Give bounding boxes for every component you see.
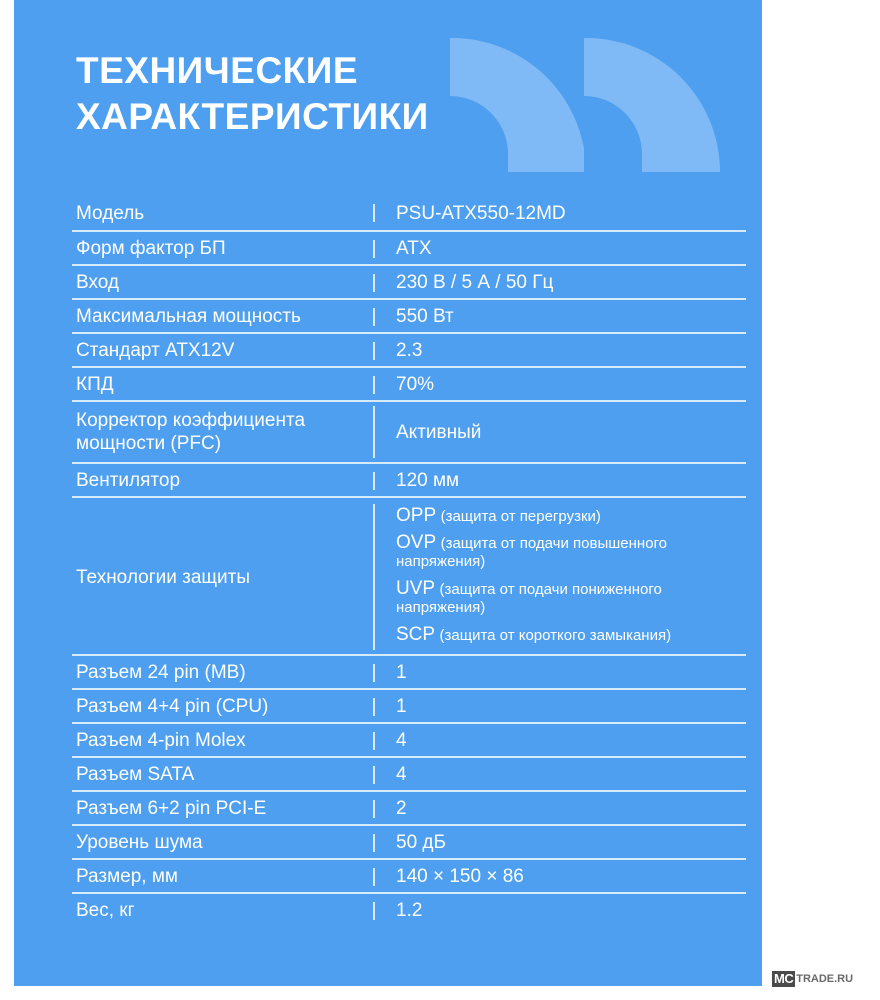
protection-item — [396, 506, 746, 526]
logo-mc: MC — [774, 971, 794, 986]
spec-value: 140 × 150 × 86 — [396, 865, 524, 887]
spec-value: 230 В / 5 А / 50 Гц — [396, 271, 554, 293]
protection-list — [396, 500, 746, 654]
spec-value: 4 — [396, 763, 407, 785]
spec-label: Разъем 4-pin Molex — [76, 729, 246, 751]
spec-row — [14, 266, 762, 298]
mctrade-logo — [772, 968, 876, 990]
spec-value: ATX — [396, 237, 432, 259]
spec-label: Максимальная мощность — [76, 305, 301, 327]
spec-row — [14, 826, 762, 858]
spec-row — [14, 860, 762, 892]
spec-divider — [373, 902, 375, 920]
spec-value: 2 — [396, 797, 407, 819]
spec-divider — [373, 274, 375, 292]
page-title-line-1: ТЕХНИЧЕСКИЕ — [76, 50, 359, 91]
spec-row — [14, 368, 762, 400]
spec-panel — [14, 0, 762, 986]
spec-label: Корректор коэффициента мощности (PFC) — [76, 410, 306, 454]
spec-divider — [373, 766, 375, 784]
spec-label: Уровень шума — [76, 831, 203, 853]
spec-divider — [373, 504, 375, 650]
spec-value: 1 — [396, 695, 407, 717]
spec-label: Модель — [76, 202, 145, 224]
spec-value: 50 дБ — [396, 831, 446, 853]
spec-row — [14, 402, 762, 462]
spec-divider — [373, 868, 375, 886]
spec-divider — [373, 800, 375, 818]
spec-value: 1 — [396, 661, 407, 683]
spec-value: 550 Вт — [396, 305, 454, 327]
page-title-line-2: ХАРАКТЕРИСТИКИ — [76, 96, 429, 137]
spec-row — [14, 656, 762, 688]
protection-desc: (защита от подачи повышенного напряжения) — [396, 535, 668, 570]
spec-row — [14, 232, 762, 264]
spec-value: PSU-ATX550-12MD — [396, 202, 566, 224]
protection-code: SCP — [396, 624, 436, 645]
spec-row — [14, 334, 762, 366]
spec-divider — [373, 376, 375, 394]
spec-label: Технологии защиты — [76, 566, 251, 588]
spec-row — [14, 724, 762, 756]
spec-label: Разъем 4+4 pin (CPU) — [76, 695, 269, 717]
spec-value: 2.3 — [396, 339, 423, 361]
spec-row — [14, 758, 762, 790]
spec-label: Форм фактор БП — [76, 237, 226, 259]
spec-row — [14, 690, 762, 722]
spec-divider — [373, 240, 375, 258]
spec-divider — [373, 308, 375, 326]
spec-divider — [373, 204, 375, 222]
spec-divider — [373, 664, 375, 682]
spec-value: 1.2 — [396, 899, 423, 921]
spec-table — [14, 0, 762, 986]
spec-label: Стандарт ATX12V — [76, 339, 235, 361]
row-rule — [72, 496, 746, 498]
spec-row — [14, 792, 762, 824]
spec-label: Вес, кг — [76, 899, 135, 921]
spec-label: Разъем 6+2 pin PCI-E — [76, 797, 267, 819]
spec-value: Активный — [396, 421, 482, 443]
spec-divider — [373, 732, 375, 750]
spec-row — [14, 500, 762, 654]
spec-divider — [373, 834, 375, 852]
spec-label: Вентилятор — [76, 469, 181, 491]
spec-label: Разъем 24 pin (MB) — [76, 661, 246, 683]
protection-desc: (защита от перегрузки) — [440, 508, 601, 525]
spec-divider — [373, 406, 375, 458]
protection-item — [396, 533, 746, 571]
spec-value: 120 мм — [396, 469, 460, 491]
protection-code: OPP — [396, 505, 437, 526]
spec-value: 4 — [396, 729, 407, 751]
spec-label: Разъем SATA — [76, 763, 195, 785]
spec-row — [14, 464, 762, 496]
spec-label: Размер, мм — [76, 865, 178, 887]
spec-value: 70% — [396, 373, 435, 395]
protection-code: UVP — [396, 578, 436, 599]
protection-item — [396, 579, 746, 617]
spec-row — [14, 300, 762, 332]
protection-desc: (защита от подачи пониженного напряжения) — [396, 581, 662, 616]
spec-label: КПД — [76, 373, 114, 395]
protection-desc: (защита от короткого замыкания) — [439, 627, 672, 644]
spec-row — [14, 196, 762, 230]
spec-divider — [373, 472, 375, 490]
logo-trade: TRADE.RU — [796, 973, 854, 985]
spec-divider — [373, 342, 375, 360]
protection-item — [396, 625, 746, 645]
spec-label: Вход — [76, 271, 119, 293]
spec-row — [14, 894, 762, 926]
spec-divider — [373, 698, 375, 716]
protection-code: OVP — [396, 532, 437, 553]
